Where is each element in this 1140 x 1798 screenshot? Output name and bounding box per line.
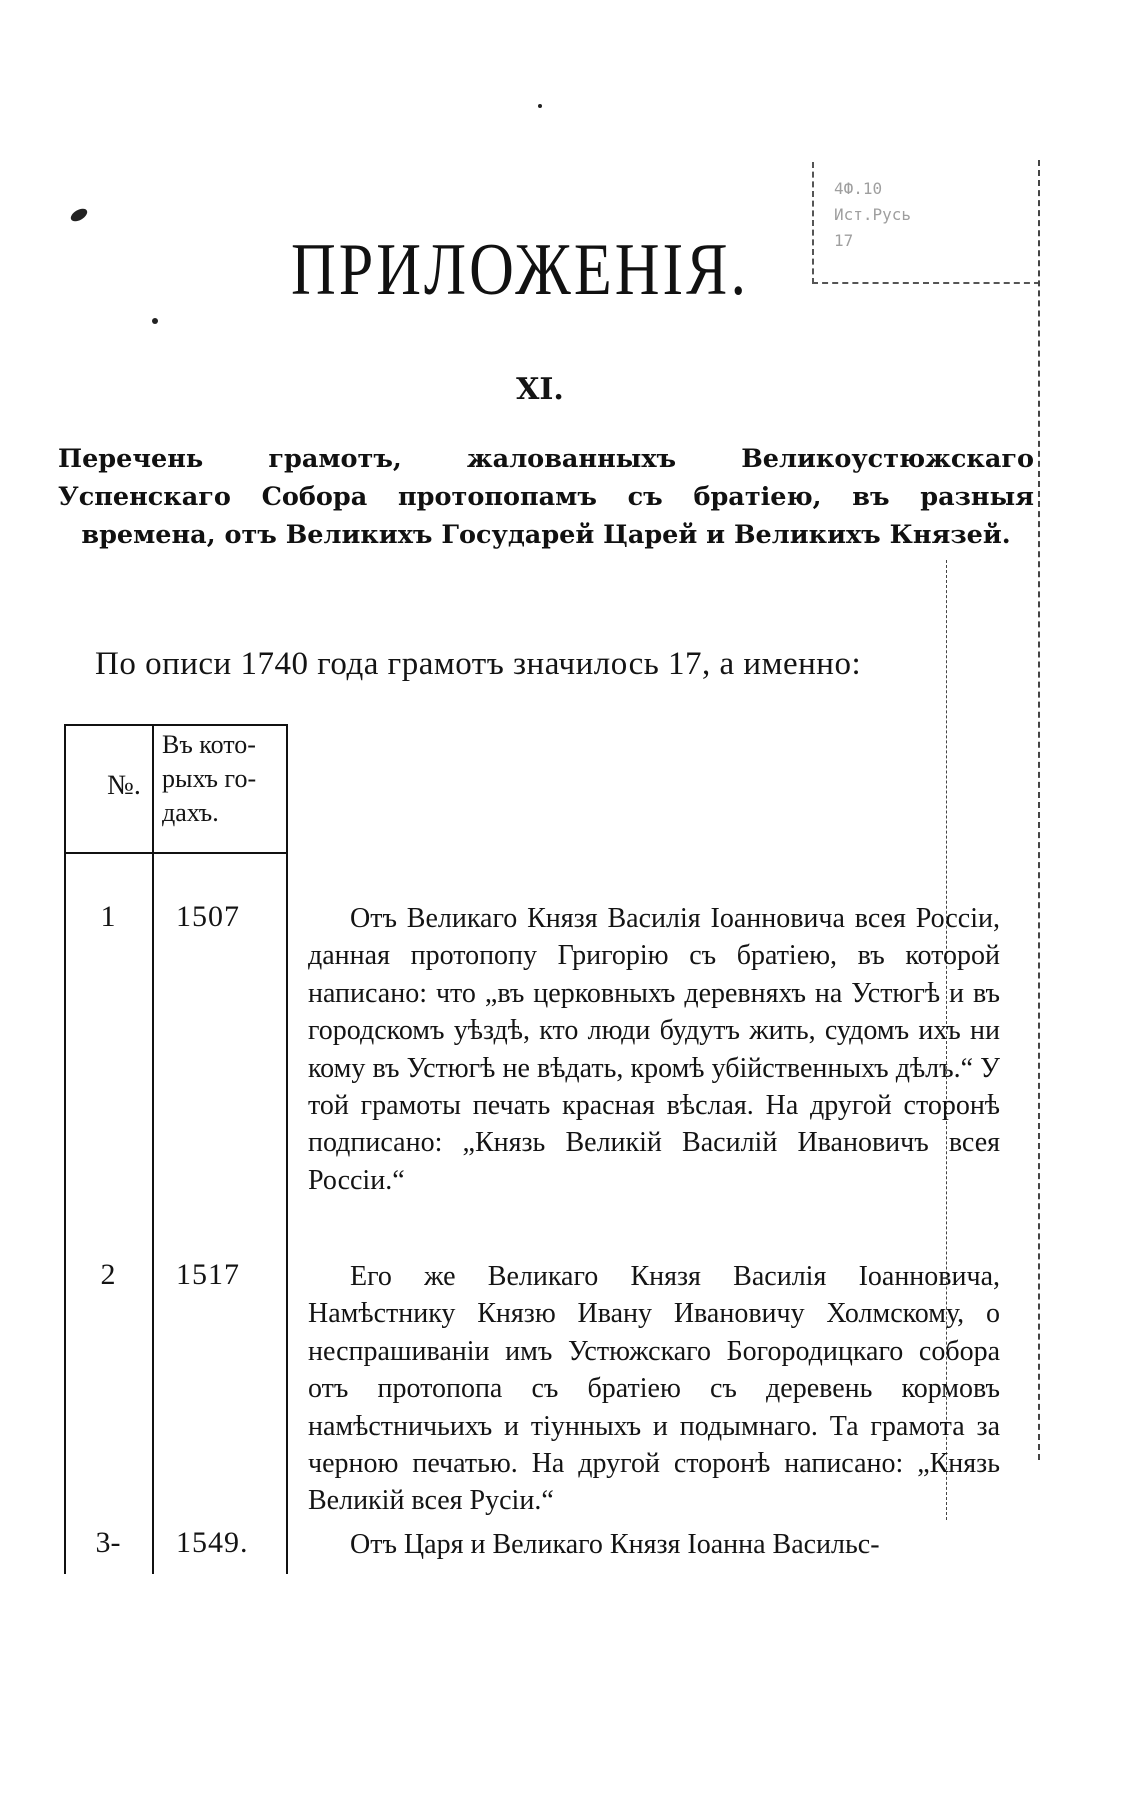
stamp-text bbox=[834, 176, 954, 254]
column-header-years-line-2: рыхъ го- bbox=[162, 764, 257, 793]
row-year: 1517 bbox=[176, 1258, 240, 1291]
row-number: 2 bbox=[100, 1258, 116, 1291]
margin-rule-right bbox=[1038, 160, 1040, 1460]
column-header-years-line-3: дахъ. bbox=[162, 798, 219, 827]
stamp-line-3: 17 bbox=[834, 231, 854, 250]
column-header-number: №. bbox=[107, 770, 141, 801]
table-top-rule bbox=[64, 724, 286, 726]
table-row bbox=[64, 1258, 1004, 1538]
column-header-years-line-1: Въ кото- bbox=[162, 730, 256, 759]
column-header-years bbox=[162, 728, 282, 830]
table-row bbox=[64, 900, 1004, 1240]
table-row bbox=[64, 1526, 1004, 1574]
row-description: Его же Великаго Князя Василiя Iоанновича, Намѣстнику Князю Ивану Ивановичу Холмскому, о неспрашиванiи имъ Устюжскаго Богородицкаго собора отъ протопопа съ братiею съ деревень кормовъ намѣстничьихъ и тiунныхъ и подымнаго. Та грамота за черною печатью. На другой сторонѣ написано: „Князь Великiй всея Русiи.“ bbox=[308, 1261, 1000, 1517]
row-year: 1549. bbox=[176, 1526, 249, 1559]
stamp-line-1: 4Ф.10 bbox=[834, 179, 883, 198]
intro-line: По описи 1740 года грамотъ значилось 17, а именно: bbox=[95, 646, 862, 682]
row-number: 3- bbox=[95, 1526, 121, 1559]
charters-table bbox=[64, 724, 1004, 1574]
library-stamp bbox=[812, 162, 1040, 284]
section-subtitle: Перечень грамотъ, жалованныхъ Великоустюжскаго Успенскаго Собора протопопамъ съ братiею, въ разныя времена, отъ Великихъ Государей Царей и Великихъ Князей. bbox=[58, 444, 1034, 550]
ink-mark-left bbox=[69, 206, 90, 224]
table-header-bottom-rule bbox=[64, 852, 286, 854]
row-number: 1 bbox=[100, 900, 116, 933]
row-description: Отъ Царя и Великаго Князя Iоанна Васильс- bbox=[350, 1529, 880, 1560]
page-title: ПРИЛОЖЕНIЯ. bbox=[290, 229, 749, 311]
section-number: XI. bbox=[516, 372, 564, 407]
row-year: 1507 bbox=[176, 900, 240, 933]
ink-dot-top bbox=[538, 104, 542, 108]
stamp-line-2: Ист.Русь bbox=[834, 205, 912, 224]
row-description: Отъ Великаго Князя Василiя Iоанновича всея Россiи, данная протопопу Григорiю съ братiею, въ которой написано: что „въ церковныхъ деревняхъ на Устюгѣ и въ городскомъ уѣздѣ, кто люди будутъ жить, судомъ ихъ ни кому въ Устюгѣ не вѣдать, кромѣ убiйственныхъ дѣлъ.“ У той грамоты печать красная вѣслая. На другой сторонѣ подписано: „Князь Великiй Василiй Ивановичъ всея Россiи.“ bbox=[308, 903, 1000, 1196]
ink-dot bbox=[152, 318, 158, 324]
